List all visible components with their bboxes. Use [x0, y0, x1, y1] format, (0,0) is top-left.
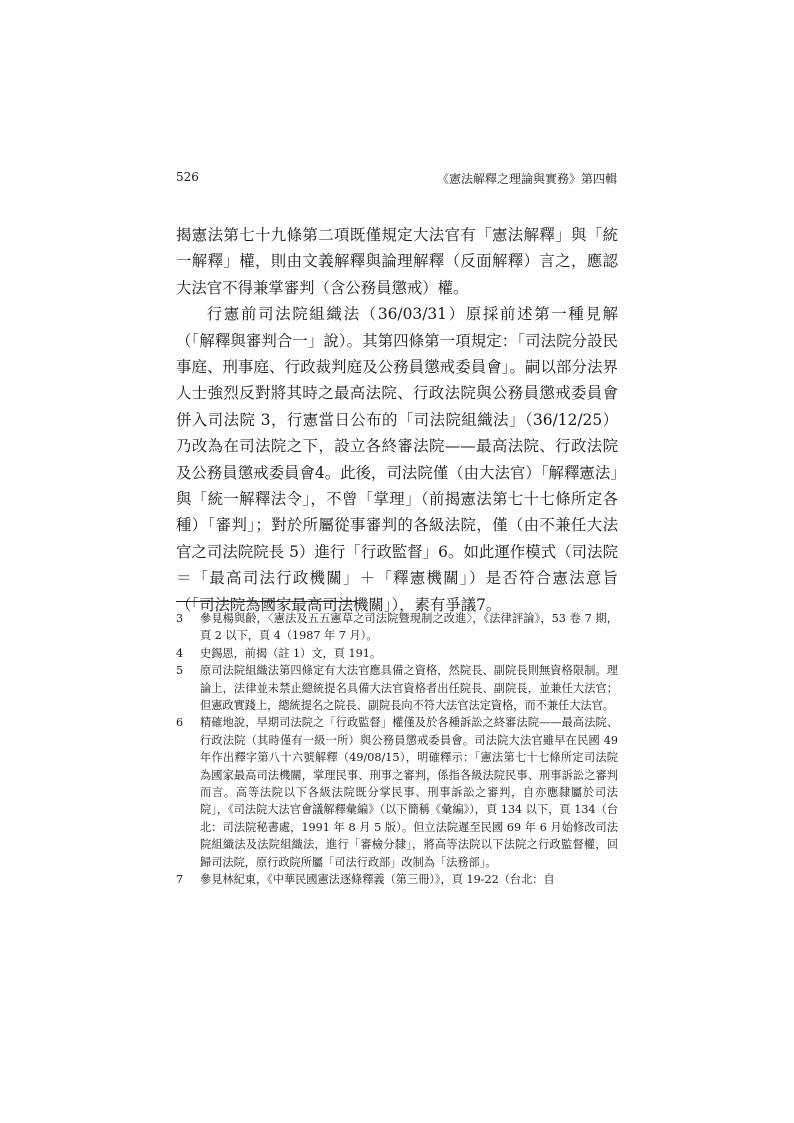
- footnote-number: 7: [176, 873, 184, 887]
- footnote-number: 6: [176, 716, 184, 730]
- running-header: 《憲法解釋之理論與實務》第四輯: [436, 172, 617, 186]
- footnote-text: 精確地說，早期司法院之「行政監督」權僅及於各種訴訟之終審法院——最高法院、行政法院（其時僅有一級一所）與公務員懲戒委員會。司法院大法官雖早在民國 49 年作出釋字第八十六號解釋（49/08/15），明確釋示：「憲法第七十七條所定司法院為國家最高司法機關，掌理民事、刑事之審判，係指各級法院民事、刑事訴訟之審判而言。高等法院以下各級法院既分掌民事、刑事訴訟之審判，自亦應隸屬於司法院」，《司法院大法官會議解釋彙編》（以下簡稱《彙編》），頁 134 以下，頁 134（台北：司法院秘書處，1991 年 8 月 5 版）。但立法院遲至民國 69 年 6 月始修改司法院組織法及法院組織法，進行「審檢分隸」，將高等法院以下法院之行政監督權，回歸司法院，原行政院所屬「司法行政部」改制為「法務部」。: [200, 716, 618, 869]
- footnote-text: 史錫恩，前揭（註 1）文，頁 191。: [200, 646, 382, 660]
- footnote-text: 參見楊與齡，〈憲法及五五憲草之司法院暨現制之改進〉，《法律評論》，53 卷 7 期，頁 2 以下，頁 4（1987 年 7 月）。: [200, 612, 618, 643]
- paragraph: 揭憲法第七十九條第二項既僅規定大法官有「憲法解釋」與「統一解釋」權，則由文義解釋與論理解釋（反面解釋）言之，應認大法官不得兼掌審判（含公務員懲戒）權。: [176, 226, 618, 297]
- footnote-number: 3: [176, 612, 184, 625]
- page-number: 526: [176, 170, 199, 184]
- body-text: [176, 222, 618, 618]
- footnotes: [176, 610, 618, 889]
- footnote: [176, 871, 618, 888]
- footnote-number: 5: [176, 664, 184, 678]
- footnote: [176, 714, 618, 871]
- footnote: [176, 662, 618, 714]
- footnote: [176, 645, 618, 662]
- footnote: [176, 610, 618, 645]
- footnote-text: 原司法院組織法第四條定有大法官應具備之資格，然院長、副院長則無資格限制。理論上，法律並未禁止總統提名具備大法官資格者出任院長、副院長，並兼任大法官；但憲政實踐上，總統提名之院長、副院長向不符大法官法定資格，而不兼任大法官。: [200, 664, 618, 713]
- footnote-rule: [176, 601, 356, 602]
- footnote-number: 4: [176, 646, 184, 660]
- paragraph: 行憲前司法院組織法（36/03/31）原採前述第一種見解（「解釋與審判合一」說）。其第四條第一項規定：「司法院分設民事庭、刑事庭、行政裁判庭及公務員懲戒委員會」。嗣以部分法界人士強烈反對將其時之最高法院、行政法院與公務員懲戒委員會併入司法院 3，行憲當日公布的「司法院組織法」（36/12/25）乃改為在司法院之下，設立各終審法院——最高法院、行政法院及公務員懲戒委員會4。此後，司法院僅（由大法官）「解釋憲法」與「統一解釋法令」，不曾「掌理」（前揭憲法第七十七條所定各種）「審判」；對於所屬從事審判的各級法院，僅（由不兼任大法官之司法院院長 5）進行「行政監督」6。如此運作模式（司法院＝「最高司法行政機關」＋「釋憲機關」）是否符合憲法意旨（「司法院為國家最高司法機關」），素有爭議7。: [176, 305, 618, 614]
- footnote-text: 參見林紀東，《中華民國憲法逐條釋義（第三冊）》，頁 19-22（台北：自: [200, 873, 555, 887]
